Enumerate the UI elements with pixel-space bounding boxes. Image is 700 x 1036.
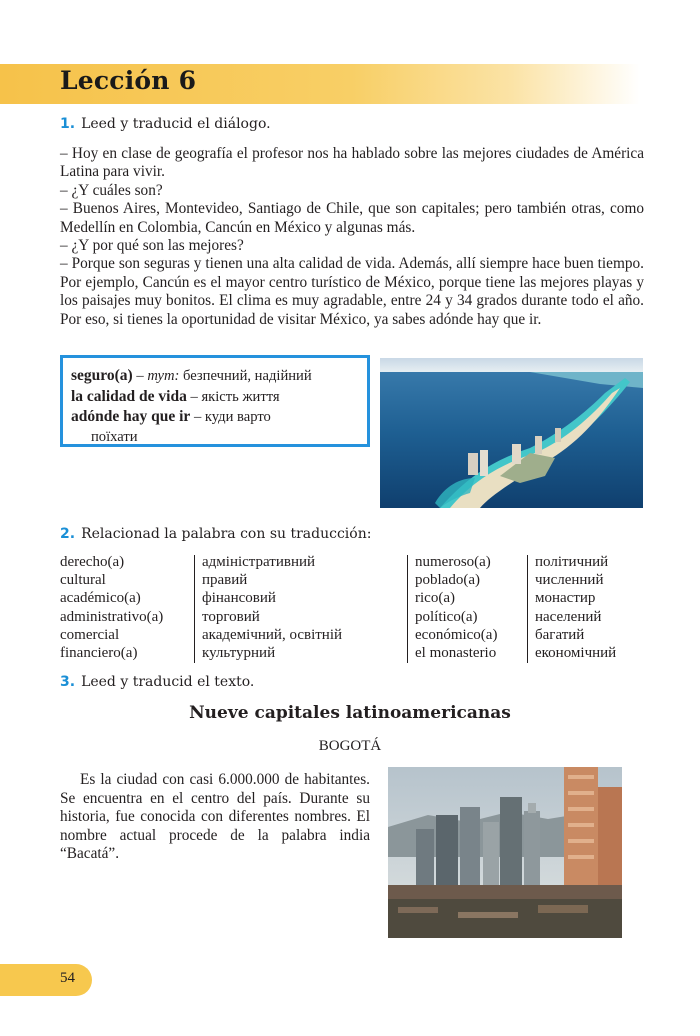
match-translation: торговий <box>202 608 260 625</box>
ukrainian-words-column-1 <box>202 553 342 662</box>
page-number: 54 <box>60 970 75 986</box>
match-translation: політичний <box>535 554 609 570</box>
ukrainian-words-column-2 <box>535 553 616 662</box>
task-3-number: 3. <box>60 674 76 690</box>
dialog-text <box>60 145 644 329</box>
task-3-heading <box>60 674 254 690</box>
vocab-translation-cont: поїхати <box>91 428 138 445</box>
match-word: cultural <box>60 572 106 589</box>
vocab-term: adónde hay que ir <box>71 408 191 425</box>
task-1-instruction: Leed y traducid el diálogo. <box>81 116 271 132</box>
match-translation: культурний <box>202 645 276 662</box>
vocab-term: la calidad de vida <box>71 387 187 405</box>
match-translation: правий <box>202 572 248 589</box>
task-3-instruction: Leed y traducid el texto. <box>81 674 255 690</box>
match-translation: економічний <box>535 645 617 662</box>
match-translation: численний <box>535 572 604 589</box>
dialog-line: – Porque son seguras y tienen una alta calidad de vida. Además, allí siempre hace buen tiempo. Por ejemplo, Cancún es el mayor centro turístico de México, porque tiene las mejores playas y los paisajes muy bonitos. El clima es muy agradable, entre 24 y 34 grados durante todo el año. Por eso, si tienes la oportunidad de visitar México, ya sabes adónde hay que ir. <box>60 255 644 328</box>
match-translation: монастир <box>535 590 596 607</box>
match-translation: академічний, освітній <box>202 626 343 643</box>
match-translation: багатий <box>535 626 585 643</box>
bogota-paragraph <box>60 771 370 864</box>
task-2-number: 2. <box>60 526 76 542</box>
vocab-note: тут: <box>147 368 180 384</box>
vocab-translation: куди варто <box>204 409 271 425</box>
column-divider <box>527 555 528 663</box>
bogota-text: Es la ciudad con casi 6.000.000 de habitantes. Se encuentra en el centro del país. Durante su historia, fue conocida con diferentes nombres. El nombre actual procede de la palabra india “Bacatá”. <box>60 771 370 862</box>
column-divider <box>194 555 195 663</box>
vocab-translation: безпечний, надійний <box>183 368 312 384</box>
column-divider <box>407 555 408 663</box>
match-word: rico(a) <box>415 590 455 607</box>
match-translation: фінансовий <box>202 590 276 607</box>
page-number-tab <box>0 964 92 996</box>
cancun-photo <box>380 358 643 508</box>
task-1-heading <box>60 116 271 132</box>
spanish-words-column-1 <box>60 553 163 662</box>
city-heading: BOGOTÁ <box>318 738 382 754</box>
task-2-heading <box>60 526 371 542</box>
task-2-instruction: Relacionad la palabra con su traducción: <box>81 526 372 542</box>
dialog-line: – Hoy en clase de geografía el profesor nos ha hablado sobre las mejores ciudades de América Latina para vivir. <box>60 145 644 181</box>
vocab-entry: la calidad de vida – якість життя <box>71 387 280 405</box>
task-1-number: 1. <box>60 116 76 132</box>
match-word: poblado(a) <box>415 572 480 589</box>
vocab-term: seguro(a) <box>71 367 133 384</box>
match-word: financiero(a) <box>60 645 138 662</box>
match-translation: адміністративний <box>202 554 316 570</box>
match-word: comercial <box>60 626 120 643</box>
match-word: político(a) <box>415 608 478 625</box>
dialog-line: – ¿Y por qué son las mejores? <box>60 237 244 255</box>
spanish-words-column-2 <box>415 553 497 662</box>
vocab-entry: adónde hay que ir – куди варто <box>71 408 271 425</box>
lesson-banner <box>0 64 640 104</box>
match-word: académico(a) <box>60 590 141 607</box>
bogota-photo <box>388 767 622 938</box>
match-translation: населений <box>535 608 602 625</box>
vocab-entry: seguro(a) – тут: безпечний, надійний <box>71 367 312 384</box>
match-word: el monasterio <box>415 645 497 662</box>
match-word: administrativo(a) <box>60 608 164 625</box>
vocabulary-box <box>60 355 370 447</box>
dialog-line: – ¿Y cuáles son? <box>60 181 163 199</box>
text-title: Nueve capitales latinoamericanas <box>189 703 511 723</box>
dialog-line: – Buenos Aires, Montevideo, Santiago de Chile, que son capitales; pero también otras, como Medellín en Colombia, Cancún en México y algunas más. <box>60 200 644 236</box>
vocab-translation: якість життя <box>201 388 280 405</box>
match-word: económico(a) <box>415 626 498 643</box>
lesson-title: Lección 6 <box>60 66 197 95</box>
match-word: derecho(a) <box>60 554 125 570</box>
match-word: numeroso(a) <box>415 554 491 570</box>
